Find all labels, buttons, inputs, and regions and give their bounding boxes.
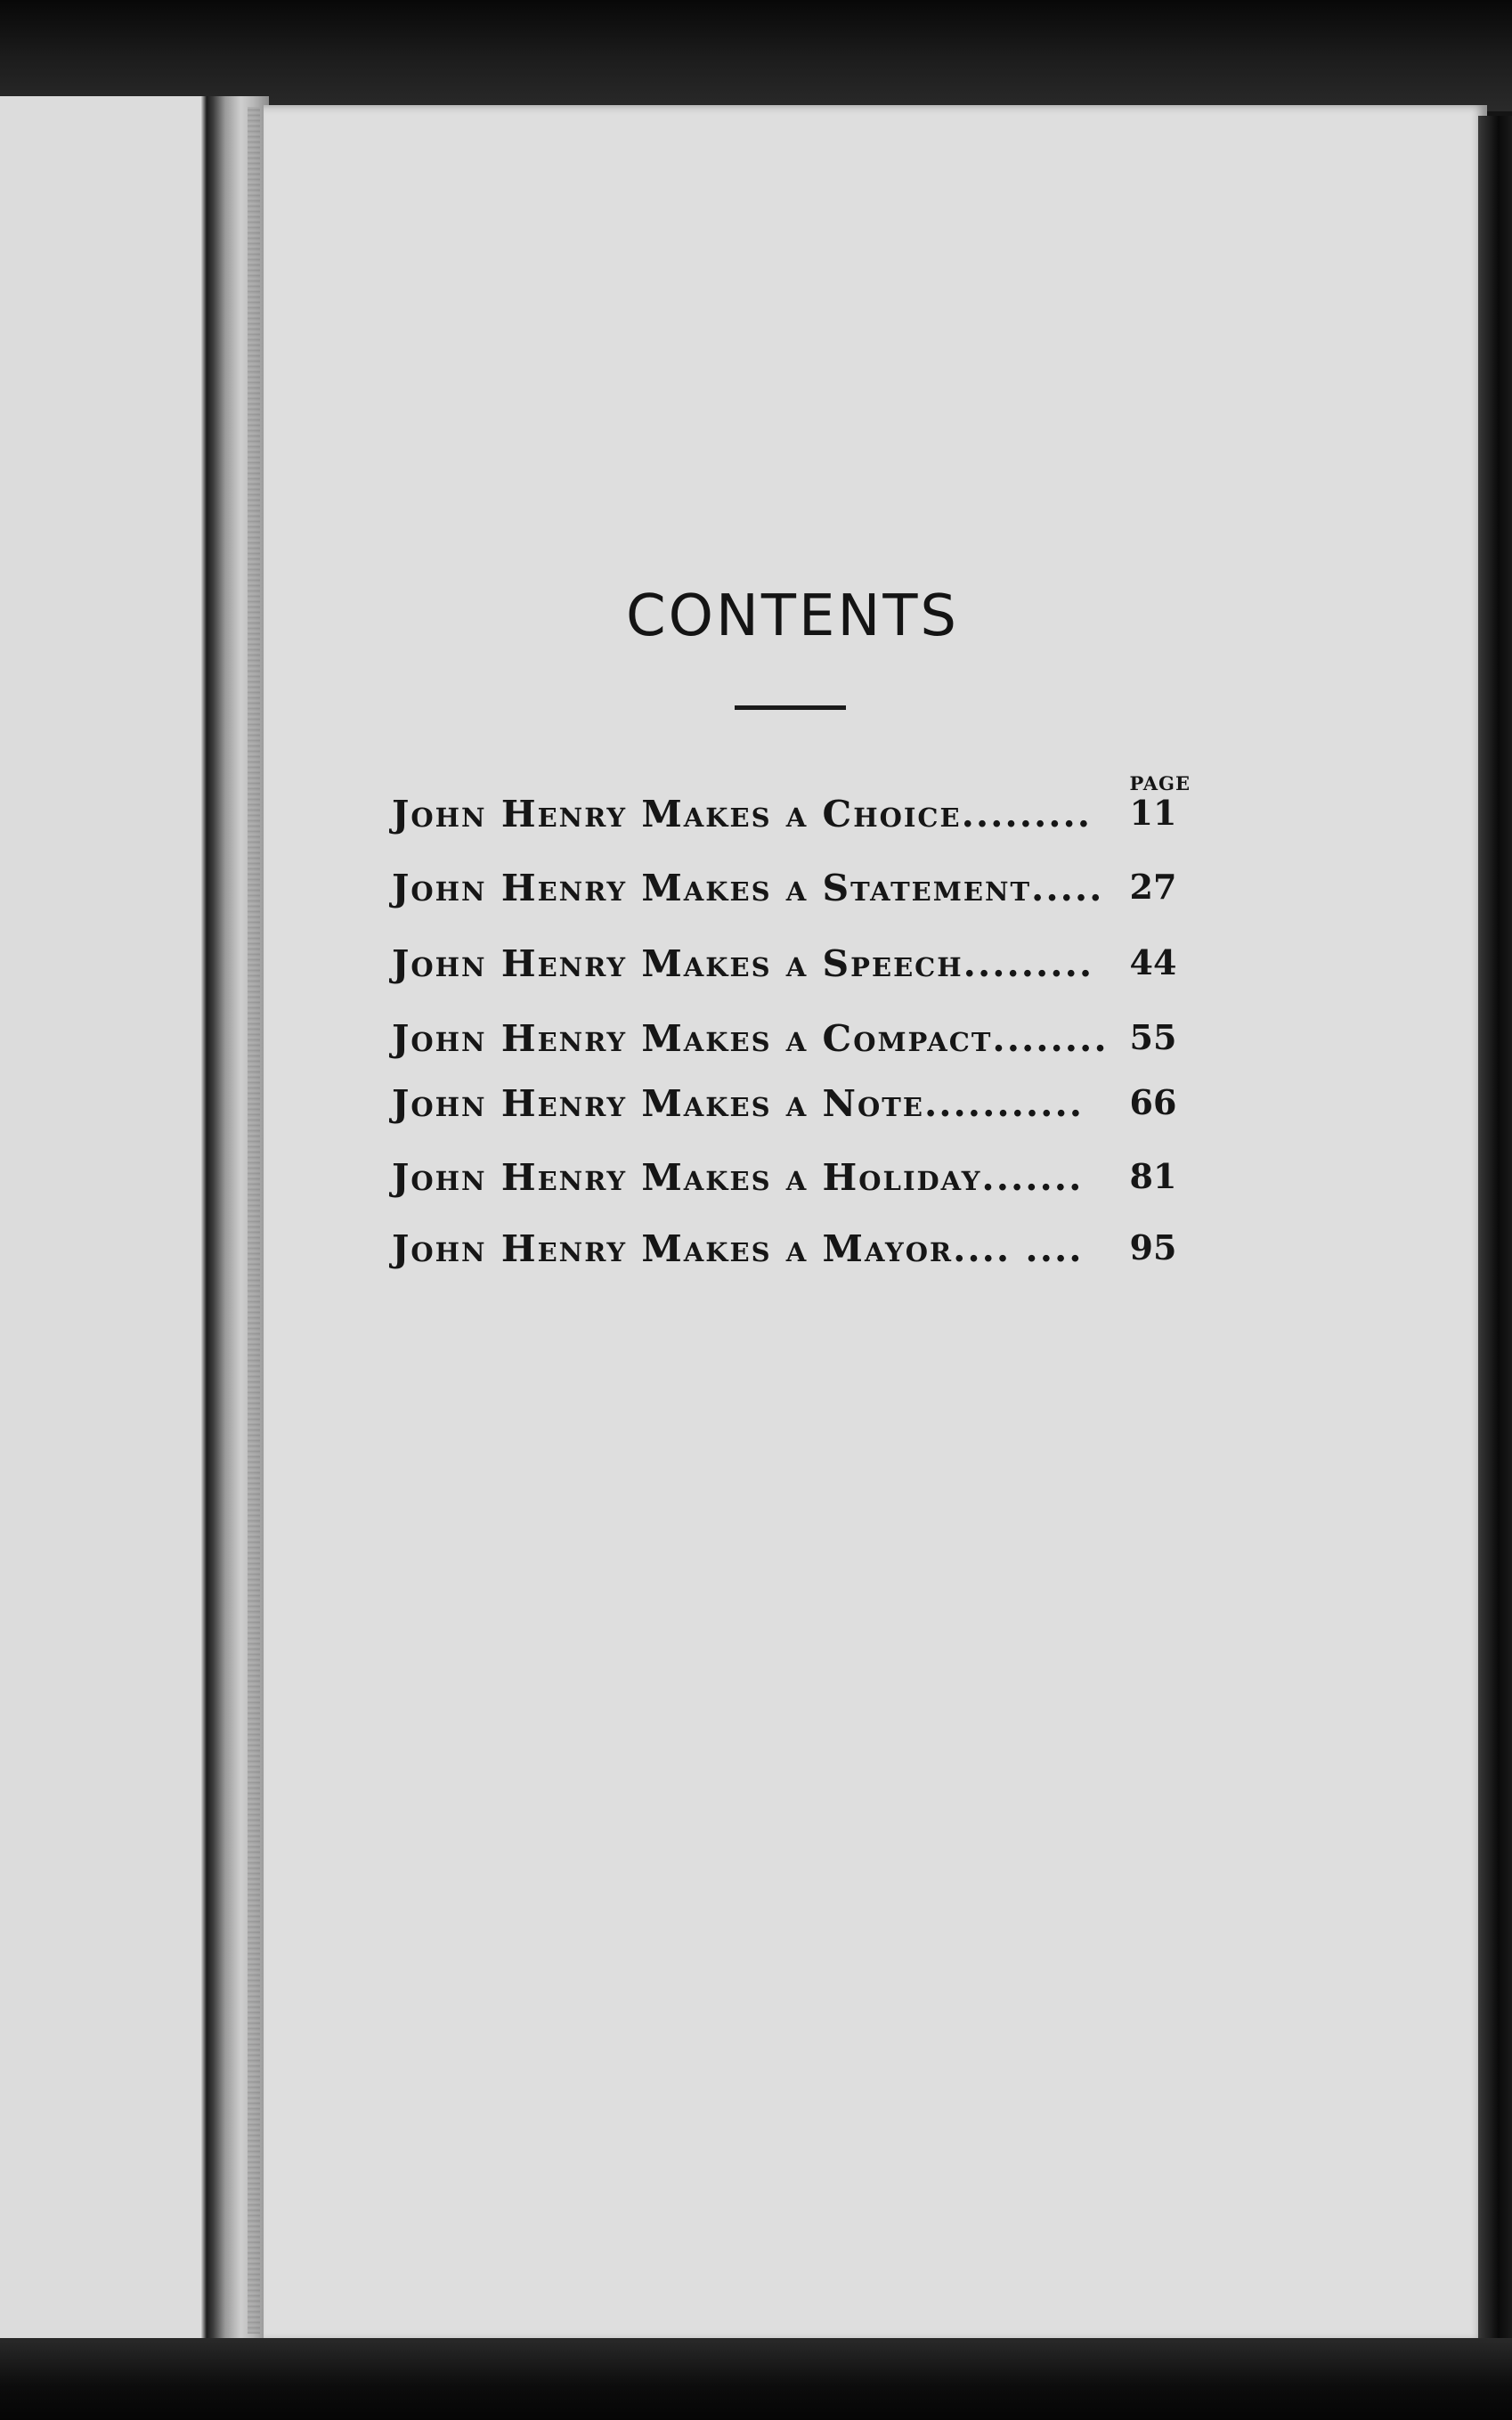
toc-entry-page: 44 [1129, 942, 1177, 982]
toc-entry-page: 66 [1129, 1082, 1177, 1122]
left-page [0, 96, 207, 2345]
toc-entry-title: John Henry Makes a Mayor.... .... [392, 1227, 1084, 1270]
toc-entry[interactable] [392, 793, 1193, 846]
scan-bottom-border [0, 2338, 1512, 2420]
toc-entry-title: John Henry Makes a Compact........ [392, 1017, 1109, 1060]
contents-page [264, 105, 1487, 2343]
gutter-texture [248, 107, 260, 2334]
toc-entry-page: 55 [1129, 1017, 1177, 1057]
page-column-label: PAGE [1129, 772, 1191, 794]
toc-entry-page: 11 [1129, 793, 1177, 833]
toc-entry-title: John Henry Makes a Statement..... [392, 867, 1104, 909]
toc-entry[interactable] [392, 1082, 1193, 1136]
toc-entry-page: 95 [1129, 1227, 1177, 1267]
toc-entry[interactable] [392, 1227, 1193, 1281]
toc-entry-page: 27 [1129, 867, 1177, 907]
toc-entry-title: John Henry Makes a Holiday....... [392, 1156, 1084, 1199]
toc-entry[interactable] [392, 1017, 1193, 1071]
heading-rule [735, 705, 846, 710]
page-right-edge [1478, 116, 1512, 2343]
toc-entry-title: John Henry Makes a Choice......... [392, 793, 1093, 835]
toc-entry[interactable] [392, 942, 1193, 996]
toc-entry-title: John Henry Makes a Speech......... [392, 942, 1094, 985]
contents-heading: CONTENTS [625, 583, 960, 649]
toc-entry[interactable] [392, 1156, 1193, 1210]
toc-entry-title: John Henry Makes a Note........... [392, 1082, 1084, 1125]
scan-top-border [0, 0, 1512, 111]
toc-entry[interactable] [392, 867, 1193, 920]
toc-entry-page: 81 [1129, 1156, 1177, 1196]
